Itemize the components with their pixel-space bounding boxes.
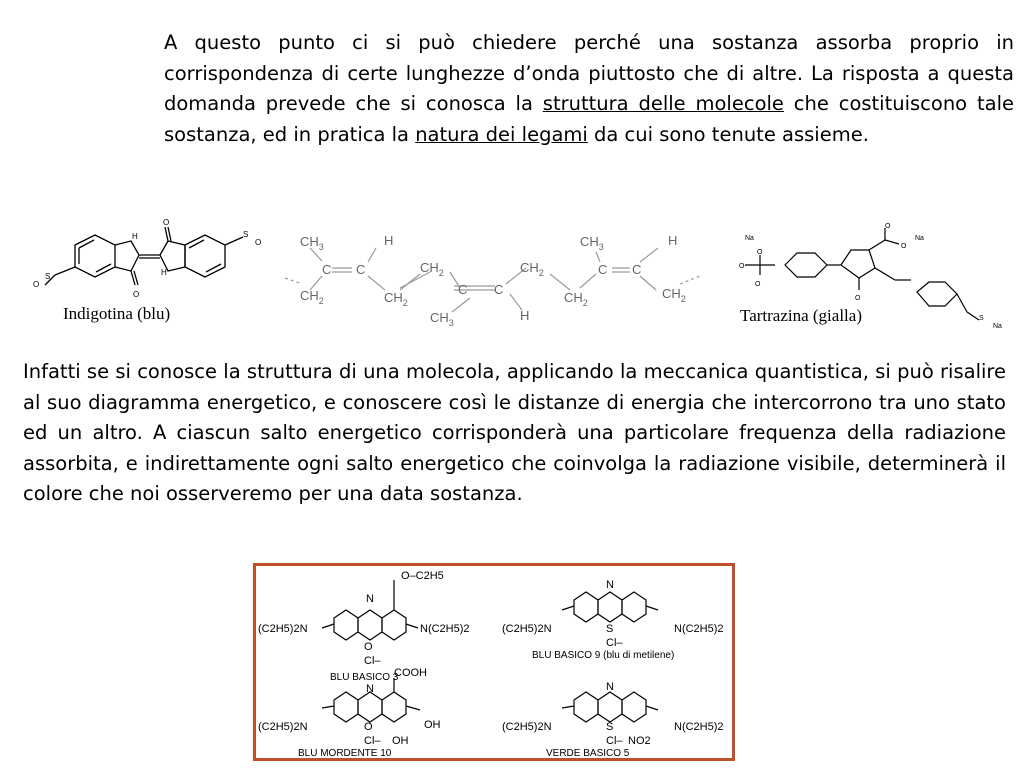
dye3-left: (C2H5)2N — [258, 721, 308, 733]
svg-text:C: C — [632, 262, 642, 277]
svg-text:C: C — [598, 262, 608, 277]
svg-text:O: O — [855, 295, 861, 302]
intro-text-2: che costituiscono tale sostanza, ed in pratica la — [164, 92, 1014, 146]
svg-text:C: C — [356, 262, 366, 277]
indigotina-caption: Indigotina (blu) — [63, 304, 171, 323]
svg-text:Na: Na — [745, 235, 754, 242]
dye-blu-basico-3 — [258, 570, 470, 683]
dye3-top: COOH — [394, 667, 427, 679]
svg-text:O: O — [739, 263, 745, 270]
dye2-ion: Cl– — [606, 637, 623, 649]
svg-text:CH2: $CH_2$ — [564, 290, 588, 308]
svg-text:CH2: $CH_2$ — [662, 286, 686, 304]
dye1-top: O–C2H5 — [401, 570, 444, 582]
svg-text:CH3: $CH_3$ — [580, 234, 604, 252]
svg-text:N: N — [606, 579, 614, 591]
dye-verde-basico-5 — [502, 681, 724, 758]
dye4-name: VERDE BASICO 5 — [546, 748, 630, 758]
intro-underline-2: natura dei legami — [415, 122, 588, 146]
svg-text:O: O — [901, 243, 907, 250]
svg-text:N: N — [606, 681, 614, 693]
svg-text:Na: Na — [915, 235, 924, 242]
dye1-left: (C2H5)2N — [258, 623, 308, 635]
dye4-left: (C2H5)2N — [502, 721, 552, 733]
dye1-ion: Cl– — [364, 655, 381, 667]
svg-text:O: O — [755, 281, 761, 288]
dye2-center: S — [606, 623, 614, 635]
svg-text:CH3: $CH_3$ — [300, 234, 324, 252]
intro-text-1: A questo punto ci si può chiedere perché una sostanza assorba proprio in corrispondenza di certe lunghezze d’onda piuttosto che di altre. La risposta a questa domanda prevede che si conosca la — [164, 31, 1014, 115]
dye4-center: S — [606, 721, 614, 733]
dye3-center: O — [364, 721, 373, 733]
svg-text:S: S — [243, 230, 249, 239]
svg-text:H: H — [161, 268, 167, 277]
intro-underline-1: struttura delle molecole — [542, 92, 784, 115]
dye2-right: N(C2H5)2 — [674, 623, 724, 635]
svg-text:CH2: $CH_2$ — [520, 260, 544, 278]
svg-text:H: H — [384, 233, 394, 248]
dye3-ion: Cl– — [364, 735, 381, 747]
svg-text:O: O — [33, 280, 40, 289]
dye1-center: O — [364, 641, 373, 653]
dye4-ion: Cl– — [606, 735, 623, 747]
dye2-left: (C2H5)2N — [502, 623, 552, 635]
svg-text:S: S — [979, 315, 984, 322]
svg-text:O: O — [133, 290, 140, 299]
body-paragraph: Infatti se si conosce la struttura di una molecola, applicando la meccanica quantistica, si può risalire al suo diagramma energetico, e conoscere così le distanze di energia che intercorrono tra uno stato ed un altro. A ciascun salto energetico corrisponderà una particolare frequenza della radiazione assorbita, e indirettamente ogni salto energetico che coinvolga la radiazione visibile, determinerà il colore che noi osserveremo per una data sostanza. — [23, 360, 1006, 505]
svg-text:N: N — [366, 593, 374, 605]
dye3-bottom: OH — [392, 735, 409, 747]
svg-text:CH2: $CH_2$ — [300, 288, 324, 306]
intro-text-3: da cui sono tenute assieme. — [587, 122, 869, 146]
svg-text:CH2: $CH_2$ — [420, 260, 444, 278]
svg-text:O: O — [163, 218, 170, 227]
svg-text:N: N — [366, 683, 374, 695]
dye3-right: OH — [424, 719, 441, 731]
dye2-name: BLU BASICO 9 (blu di metilene) — [532, 650, 675, 661]
dye1-right: N(C2H5)2 — [420, 623, 470, 635]
svg-text:O: O — [255, 238, 262, 247]
dye-blu-basico-9 — [502, 579, 724, 661]
dye4-right: N(C2H5)2 — [674, 721, 724, 733]
svg-text:H: H — [520, 308, 530, 323]
svg-text:C: C — [322, 262, 332, 277]
tartrazina-caption: Tartrazina (gialla) — [740, 306, 862, 325]
dye4-bottom: NO2 — [628, 735, 651, 747]
svg-text:H: H — [132, 232, 138, 241]
dye1-name: BLU BASICO 3 — [330, 672, 399, 683]
svg-text:O: O — [757, 249, 763, 256]
intro-paragraph — [164, 28, 1014, 150]
svg-text:H: H — [668, 233, 678, 248]
dye3-name: BLU MORDENTE 10 — [298, 748, 392, 758]
polyene-structure — [280, 228, 710, 328]
svg-text:C: C — [458, 282, 468, 297]
svg-text:O: O — [885, 223, 891, 230]
svg-text:S: S — [45, 272, 51, 281]
dye-structures-box — [253, 563, 735, 761]
svg-text:C: C — [494, 282, 504, 297]
svg-text:Na: Na — [993, 323, 1002, 330]
dye-structures-drawing — [256, 566, 732, 758]
svg-text:CH2: $CH_2$ — [384, 290, 408, 308]
svg-text:CH3: $CH_3$ — [430, 310, 454, 328]
